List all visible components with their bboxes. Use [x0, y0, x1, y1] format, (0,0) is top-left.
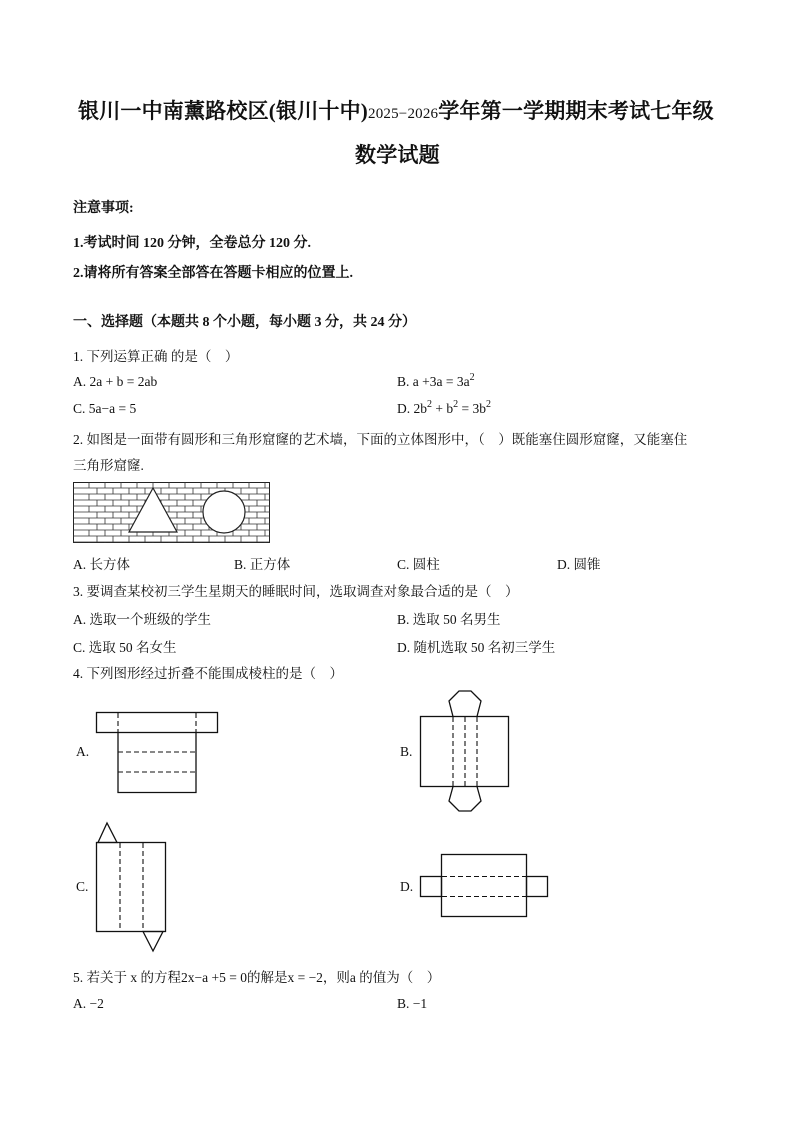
q1-option-d-exp3: 2: [486, 399, 491, 410]
brick-wall-figure: [73, 482, 270, 543]
q4-stem: 4. 下列图形经过折叠不能围成棱柱的是（ ）: [73, 666, 343, 681]
title-year: 2025−2026: [368, 106, 439, 122]
notes-item-1: 1.考试时间 120 分钟，全卷总分 120 分.: [73, 236, 311, 251]
q1-option-b-text: B. a +3a = 3a: [397, 374, 470, 389]
q1-option-d-text3: = 3b: [458, 401, 486, 416]
q1-option-d: [397, 401, 491, 417]
q1-option-b: [397, 374, 475, 390]
q1-option-d-text2: + b: [432, 401, 454, 416]
q1-option-d-exp2: 2: [453, 399, 459, 410]
q4-net-c: [96, 820, 168, 954]
title-part2: 学年第一学期期末考试七年级: [438, 99, 714, 123]
q2-option-d: D. 圆锥: [557, 557, 601, 572]
q3-stem: 3. 要调查某校初三学生星期天的睡眠时间，选取调查对象最合适的是（ ）: [73, 584, 519, 599]
title-part1: 银川一中南薰路校区(银川十中): [78, 99, 368, 123]
q3-option-d: D. 随机选取 50 名初三学生: [397, 640, 556, 655]
q5-option-b: B. −1: [397, 996, 428, 1011]
q4-net-d: [420, 854, 550, 920]
q4-option-c-label: C.: [76, 879, 89, 894]
notes-item-2: 2.请将所有答案全部答在答题卡相应的位置上.: [73, 266, 353, 281]
q3-option-b: B. 选取 50 名男生: [397, 612, 501, 627]
q4-net-b: [420, 690, 510, 814]
q4-option-a-label: A.: [76, 744, 90, 759]
q1-stem: 1. 下列运算正确 的是（ ）: [73, 349, 239, 364]
q5-stem: 5. 若关于 x 的方程2x−a +5 = 0的解是x = −2，则a 的值为（ ）: [73, 970, 441, 985]
q1-option-d-text1: D. 2b: [397, 401, 427, 416]
q2-stem-line1: 2. 如图是一面带有圆形和三角形窟窿的艺术墙，下面的立体图形中，（ ）既能塞住圆形窟窿，又能塞住: [73, 432, 688, 447]
circle-hole: [203, 491, 245, 533]
q3-option-c: C. 选取 50 名女生: [73, 640, 177, 655]
q4-net-a: [96, 712, 220, 794]
q2-option-c: C. 圆柱: [397, 557, 440, 572]
q2-stem-line2: 三角形窟窿.: [73, 458, 144, 473]
q2-option-a: A. 长方体: [73, 557, 130, 572]
q4-option-d-label: D.: [400, 879, 414, 894]
page-subtitle: 数学试题: [355, 143, 440, 167]
notes-heading: 注意事项:: [73, 201, 134, 216]
q1-option-d-exp1: 2: [427, 399, 432, 410]
q1-option-b-exp: 2: [469, 372, 475, 383]
q1-option-c: C. 5a−a = 5: [73, 401, 137, 416]
page-title: [78, 95, 714, 125]
q4-option-b-label: B.: [400, 744, 413, 759]
q5-option-a: A. −2: [73, 996, 104, 1011]
q2-option-b: B. 正方体: [234, 557, 291, 572]
q1-option-a: A. 2a + b = 2ab: [73, 374, 158, 389]
q3-option-a: A. 选取一个班级的学生: [73, 612, 211, 627]
section-heading: 一、选择题（本题共 8 个小题，每小题 3 分，共 24 分）: [73, 315, 416, 330]
